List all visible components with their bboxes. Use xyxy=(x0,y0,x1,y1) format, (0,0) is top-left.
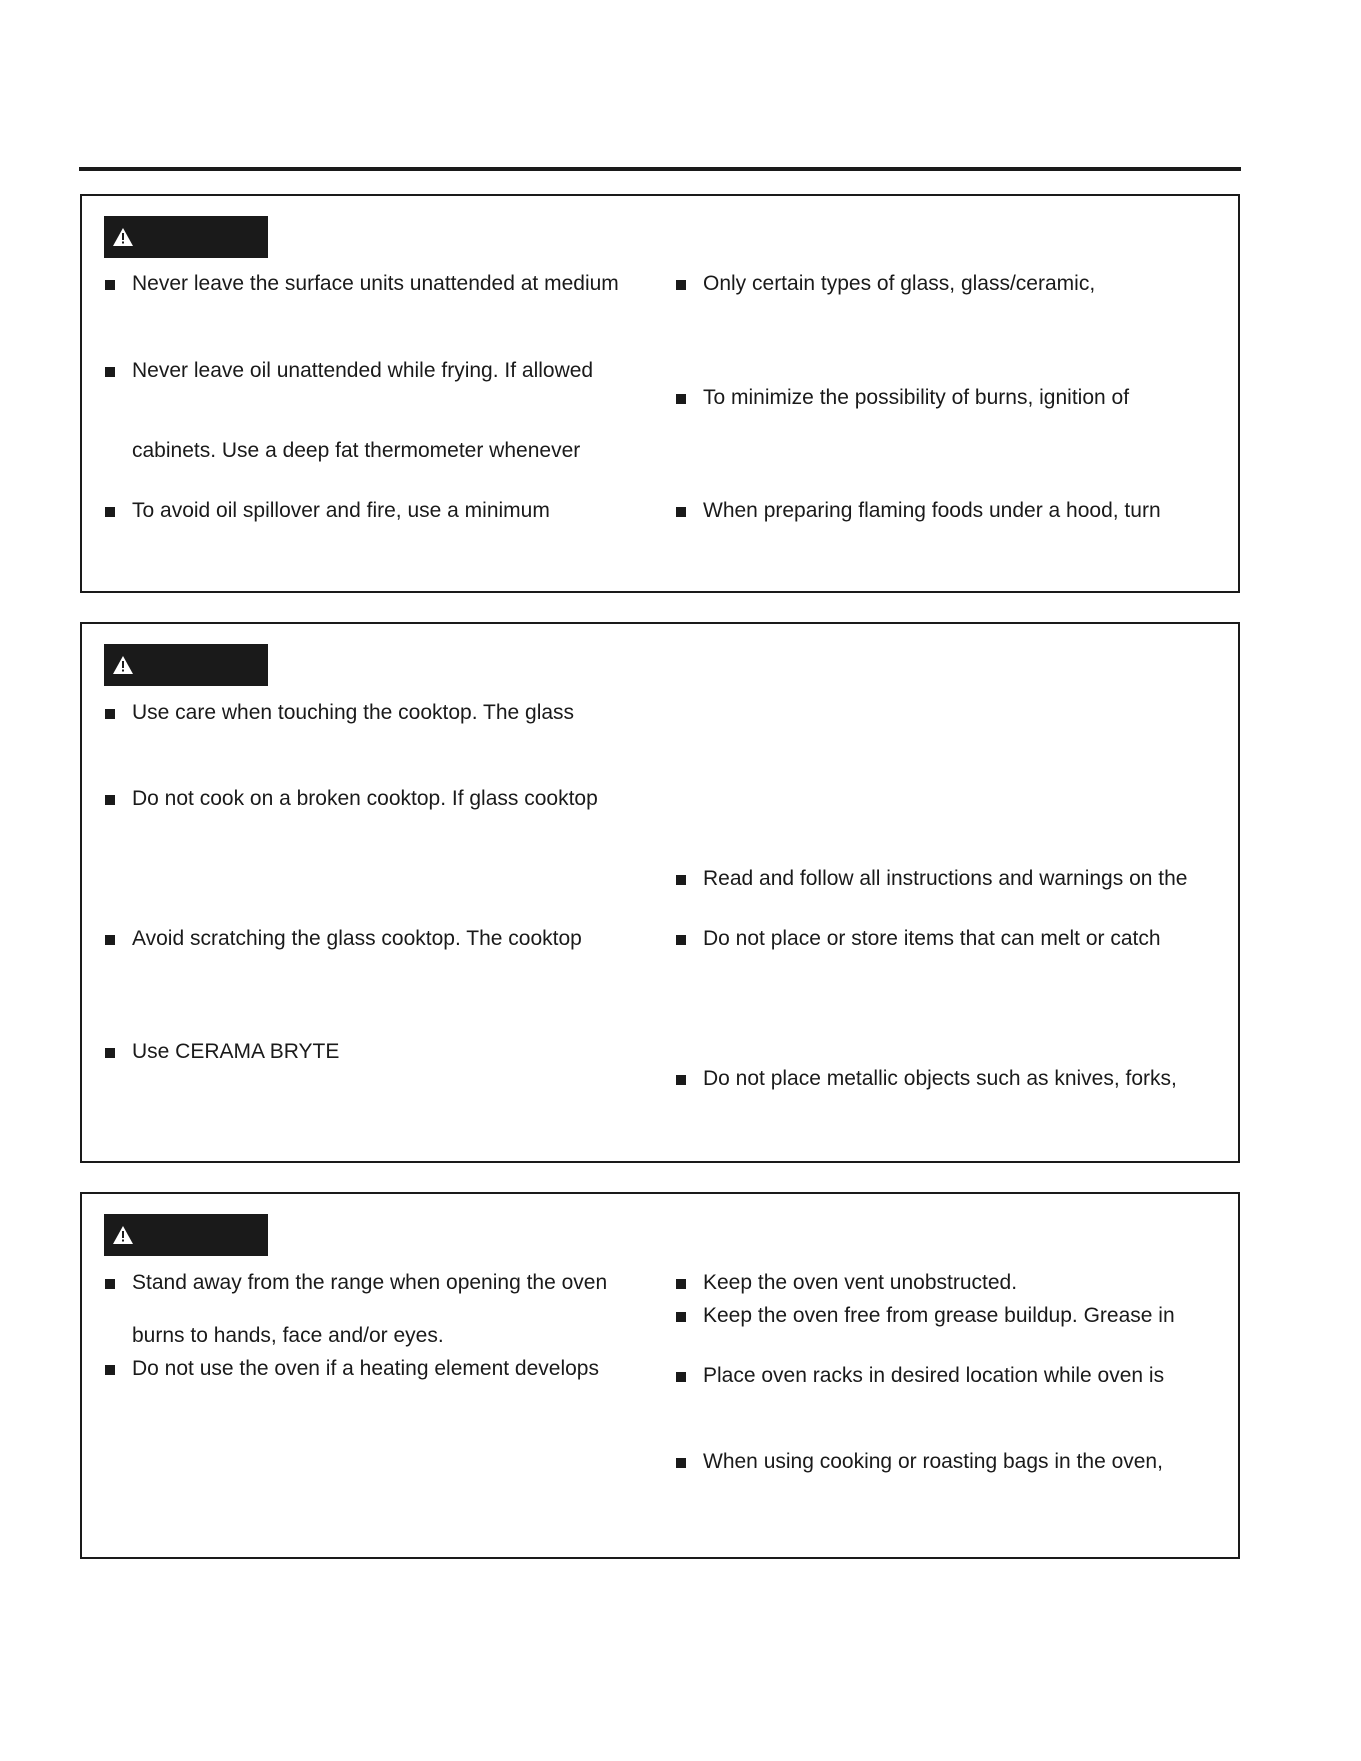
list-item: Avoid scratching the glass cooktop. The cooktop xyxy=(105,927,582,951)
list-item: Keep the oven vent unobstructed. xyxy=(676,1271,1017,1295)
warning-triangle-icon xyxy=(113,228,133,246)
warning-banner xyxy=(104,216,268,258)
list-item: Only certain types of glass, glass/ceramic, xyxy=(676,272,1095,296)
warning-triangle-icon xyxy=(113,656,133,674)
list-item: When using cooking or roasting bags in the oven, xyxy=(676,1450,1163,1474)
warning-panel-surface-units xyxy=(80,194,1240,593)
list-item: Read and follow all instructions and warnings on the xyxy=(676,867,1187,891)
warning-banner xyxy=(104,1214,268,1256)
list-item: Do not place metallic objects such as knives, forks, xyxy=(676,1067,1177,1091)
list-item: Place oven racks in desired location while oven is xyxy=(676,1364,1164,1388)
list-item: Keep the oven free from grease buildup. Grease in xyxy=(676,1304,1175,1328)
list-item: Do not cook on a broken cooktop. If glass cooktop xyxy=(105,787,598,811)
list-item: Use care when touching the cooktop. The glass xyxy=(105,701,574,725)
list-item: Do not use the oven if a heating element develops xyxy=(105,1357,599,1381)
list-item: Use CERAMA BRYTE xyxy=(105,1040,339,1064)
list-item: Do not place or store items that can melt or catch xyxy=(676,927,1161,951)
warning-panel-glass-cooktop xyxy=(80,622,1240,1163)
list-item: Stand away from the range when opening the oven xyxy=(105,1271,607,1295)
list-item-continuation: cabinets. Use a deep fat thermometer whenever xyxy=(132,439,581,462)
list-item: To minimize the possibility of burns, ignition of xyxy=(676,386,1129,410)
list-item: Never leave oil unattended while frying. If allowed xyxy=(105,359,593,383)
header-rule xyxy=(79,167,1241,171)
list-item: Never leave the surface units unattended at medium xyxy=(105,272,619,296)
list-item: When preparing flaming foods under a hood, turn xyxy=(676,499,1161,523)
warning-panel-oven xyxy=(80,1192,1240,1559)
list-item: To avoid oil spillover and fire, use a minimum xyxy=(105,499,550,523)
list-item-continuation: burns to hands, face and/or eyes. xyxy=(132,1324,444,1347)
warning-banner xyxy=(104,644,268,686)
warning-triangle-icon xyxy=(113,1226,133,1244)
